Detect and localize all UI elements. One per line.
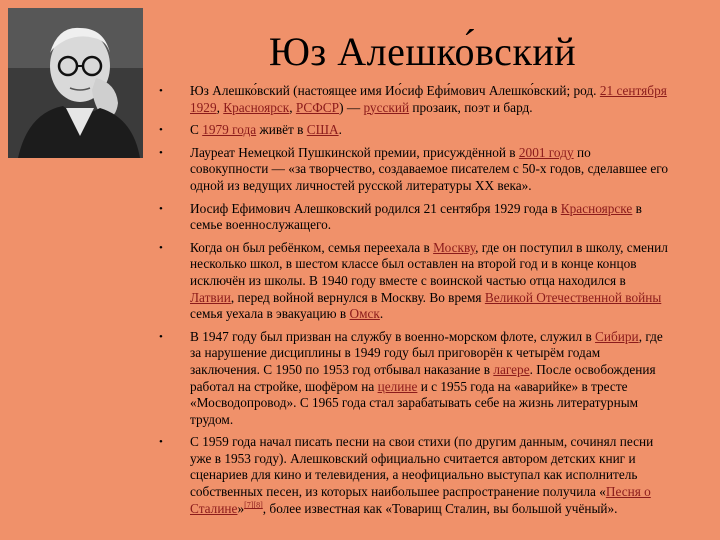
bio-text: ,	[289, 99, 296, 115]
bio-text: Иосиф Ефимович Алешковский родился 21 сентября 1929 года в	[190, 200, 561, 216]
portrait-photo	[8, 8, 143, 158]
bio-item	[150, 434, 670, 517]
wiki-link[interactable]: 1929	[190, 99, 217, 115]
bio-text: , где за нарушение дисциплины в 1949 году был приговорён к четырём годам заключения. С 1950 по 1953 год отбывал наказание в	[190, 328, 663, 377]
portrait-illustration	[8, 8, 143, 158]
biography-list	[150, 83, 670, 523]
wiki-link[interactable]: РСФСР	[295, 99, 340, 115]
bio-text: , где он поступил в школу, сменил несколько школ, в шестом классе был оставлен на второй год и в конце концов исключён из школы. В 1940 году вместе с воинской частью отца находился в	[190, 239, 668, 288]
wiki-link[interactable]: [7][8]	[244, 500, 263, 510]
bio-text: прозаик, поэт и бард.	[409, 99, 533, 115]
wiki-link[interactable]: Великой Отечественной войны	[484, 289, 662, 305]
page-title: Юз Алешко́вский	[268, 29, 577, 74]
bio-text: живёт в	[256, 122, 307, 138]
wiki-link[interactable]: русский	[363, 99, 410, 115]
bio-text: .	[338, 122, 342, 138]
bio-item	[150, 83, 670, 116]
bio-item	[150, 329, 670, 429]
wiki-link[interactable]: Красноярске	[560, 200, 633, 216]
wiki-link[interactable]: 1979 года	[202, 122, 257, 138]
bio-text: . После освобождения работал на стройке, шофёром на	[190, 361, 656, 394]
bio-text: ) —	[339, 99, 364, 115]
bio-text: .	[379, 306, 384, 322]
wiki-link[interactable]: 21 сентября	[599, 83, 667, 98]
bio-text: ; род.	[566, 83, 600, 98]
bio-item	[150, 240, 670, 323]
wiki-link[interactable]: Песня о Сталине	[190, 484, 651, 516]
bio-text: ,	[216, 99, 224, 115]
wiki-link[interactable]: Омск	[349, 306, 380, 322]
wiki-link[interactable]: лагере	[493, 361, 530, 377]
bio-text: С 1959 года начал писать песни на свои стихи (по другим данным, сочинял песни уже в 1953 году). Алешковский официально считается автором детских книг и сценариев для кино и телевидения, а неофициально выступал как исполнитель собственных песен, из которых наибольшее распространение получила «	[190, 434, 654, 500]
bio-text: Когда он был ребёнком, семья переехала в	[190, 239, 434, 255]
bio-text: (настоящее имя	[289, 83, 386, 98]
bio-text: , перед войной вернулся в Москву. Во время	[230, 289, 485, 305]
bio-text: семья уехала в эвакуацию в	[190, 306, 350, 322]
wiki-link[interactable]: Москву	[433, 239, 476, 255]
bio-text: Юз Алешко́вский	[190, 83, 290, 98]
bio-text: и с 1955 года на «аварийке» в тресте «Мосводопровод». С 1965 года стал зарабатывать себе на жизнь литературным трудом.	[190, 378, 639, 427]
bio-item	[150, 122, 670, 139]
wiki-link[interactable]: Латвии	[190, 289, 231, 305]
bio-item	[150, 201, 670, 234]
wiki-link[interactable]: целине	[377, 378, 418, 394]
bio-text: , более известная как «Товарищ Сталин, вы большой учёный».	[262, 500, 618, 516]
bio-text: »	[237, 500, 245, 516]
wiki-link[interactable]: Сибири	[595, 328, 639, 344]
bio-text: В 1947 году был призван на службу в военно-морском флоте, служил в	[190, 328, 596, 344]
bio-text: в семье военнослужащего.	[190, 200, 642, 233]
bio-text: по совокупности — «за творчество, создаваемое писателем с 50-х годов, сделавшее его одной из ведущих личностей русской литературы XX века».	[190, 144, 669, 193]
bio-text: Ио́сиф Ефи́мович Алешко́вский	[385, 83, 567, 98]
wiki-link[interactable]: Красноярск	[223, 99, 290, 115]
wiki-link[interactable]: США	[306, 122, 339, 138]
wiki-link[interactable]: 2001 году	[518, 144, 574, 160]
bio-item	[150, 145, 670, 195]
bio-text: Лауреат Немецкой Пушкинской премии, присуждённой в	[190, 144, 519, 160]
bio-text: С	[190, 122, 203, 138]
